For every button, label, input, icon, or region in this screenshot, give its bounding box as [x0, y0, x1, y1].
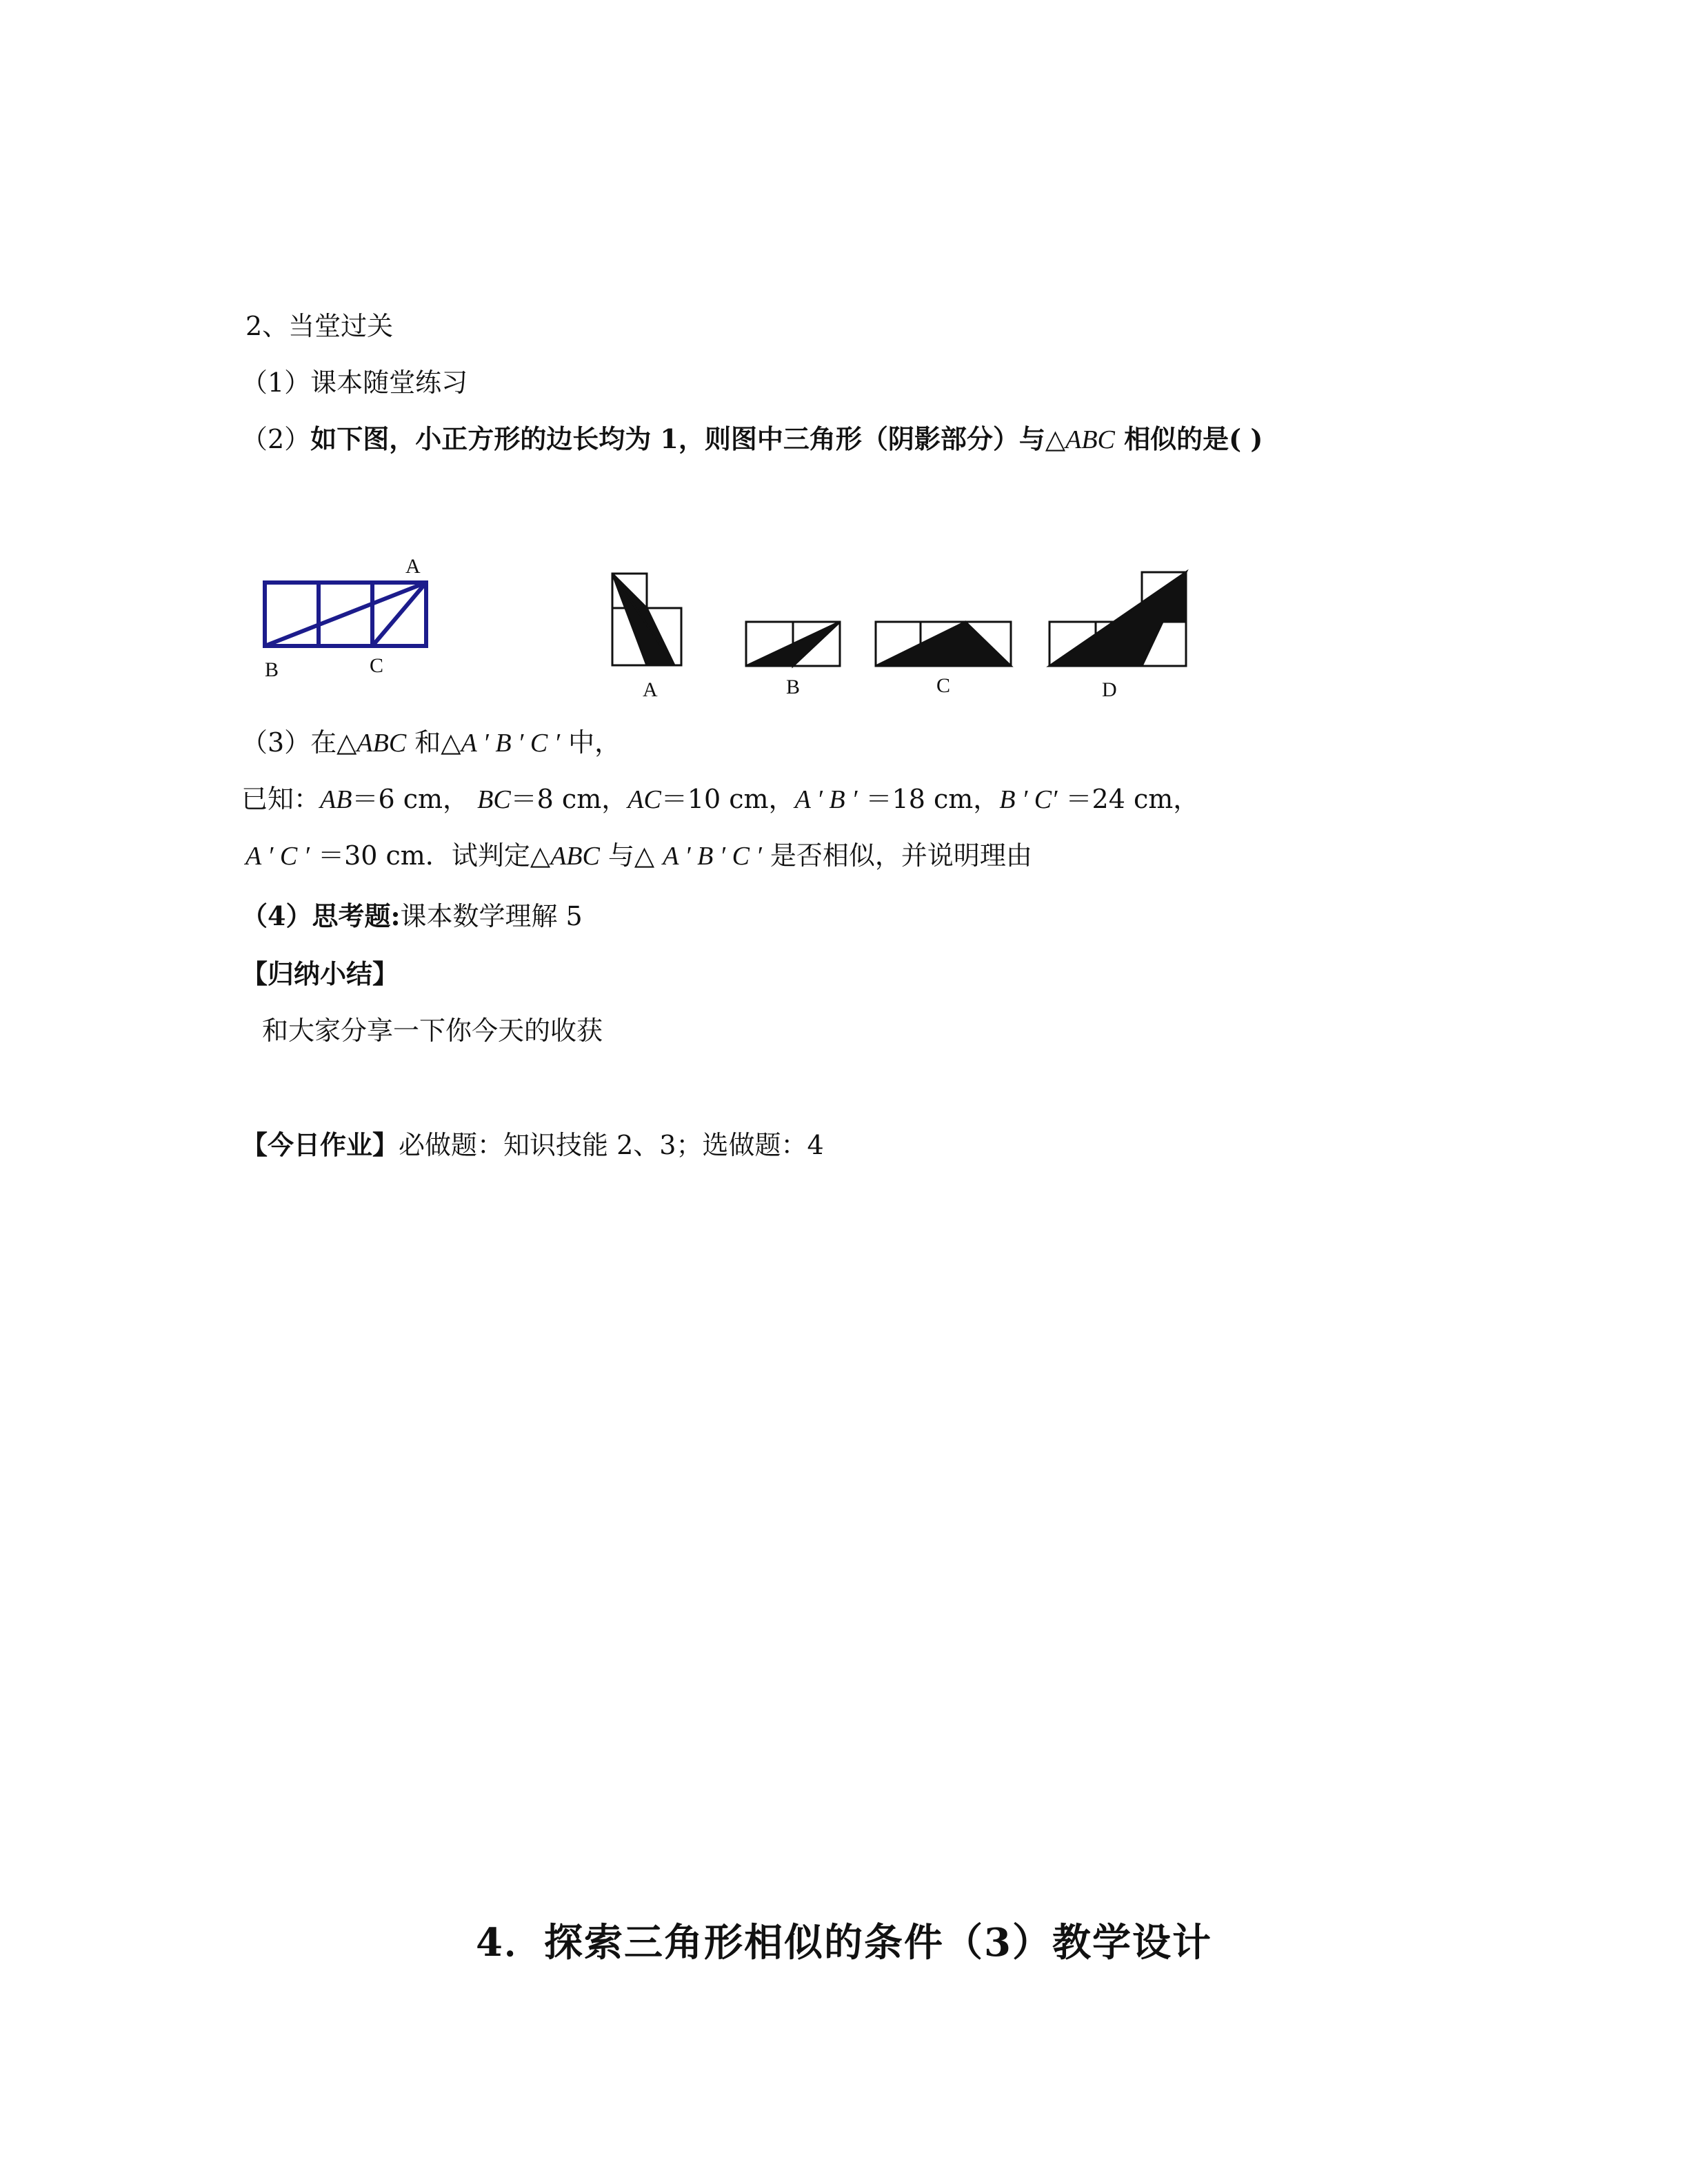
option-c-shaded-triangle: [876, 622, 1011, 666]
option-label-c: C: [936, 674, 951, 697]
item-2: [241, 422, 1263, 457]
item-3-line-3: [245, 838, 1032, 873]
item-3-l2-bpcp-val: ＝24 cm，: [1057, 784, 1200, 814]
item-2-text-b: 相似的是( ): [1114, 423, 1263, 454]
item-3-l3-suffix: 是否相似，并说明理由: [761, 840, 1032, 871]
homework-text: 必做题：知识技能 2、3；选做题：4: [399, 1130, 824, 1160]
section-heading: 2、当堂过关: [245, 311, 394, 341]
item-3-l2-ab-val: ＝6 cm，: [352, 784, 478, 814]
item-4-label: （4）思考题:: [241, 900, 401, 931]
option-label-a: A: [643, 678, 658, 701]
item-2-tri: △: [1045, 424, 1066, 454]
option-b-figure: [746, 622, 840, 666]
item-3-l2-ab: AB: [320, 785, 352, 814]
item-3-l1-mid: 和△: [406, 727, 461, 758]
item-3-l2-ac: AC: [627, 785, 661, 814]
item-3-l2-apbp-val: ＝18 cm，: [857, 784, 1000, 814]
option-label-d: D: [1102, 678, 1117, 701]
homework: [241, 1128, 824, 1162]
item-3-l2-bc-val: ＝8 cm，: [510, 784, 628, 814]
item-4-text: 课本数学理解 5: [400, 901, 583, 931]
item-1: （1）课本随堂练习: [241, 367, 468, 398]
item-3-l2-bpcp: B ′ C′: [999, 785, 1058, 814]
item-3-l1-prime: A ′ B ′ C ′: [461, 729, 561, 758]
option-a-shaded-triangle: [612, 574, 647, 665]
item-3-l3-abc: ABC: [550, 842, 600, 871]
figure-abc-label-a: A: [405, 555, 421, 578]
option-label-b: B: [786, 676, 801, 698]
item-2-prefix: （2）: [241, 424, 311, 454]
option-a-shaded-triangle-2: [647, 608, 674, 665]
item-3-l2-prefix: 已知：: [241, 784, 321, 814]
item-3-l1-abc: ABC: [356, 729, 407, 758]
item-3-l2-ac-val: ＝10 cm，: [661, 784, 795, 814]
figure-abc-label-c: C: [370, 654, 384, 677]
option-a-figure: [612, 574, 681, 665]
figure-options: [600, 558, 1207, 710]
item-2-text-a: 如下图，小正方形的边长均为 1，则图中三角形（阴影部分）与: [310, 423, 1045, 454]
figure-abc: [248, 548, 455, 686]
item-3-l3-mid: 与△: [599, 840, 663, 871]
item-2-abc: ABC: [1065, 425, 1115, 454]
item-4: [241, 899, 583, 933]
item-3-l3-apcp: A ′ C ′: [245, 842, 310, 871]
option-c-figure: [876, 622, 1011, 666]
item-3-l3-val: ＝30 cm．试判定△: [310, 840, 551, 871]
item-3-l2-apbp: A ′ B ′: [794, 785, 858, 814]
item-3-l2-bc: BC: [477, 785, 511, 814]
item-3-l1-suffix: 中，: [560, 727, 621, 758]
item-3-l3-prime: A ′ B ′ C ′: [663, 842, 762, 871]
next-section-title: 4．探索三角形相似的条件（3）教学设计: [476, 1920, 1212, 1965]
summary-heading: 【归纳小结】: [241, 958, 399, 989]
figure-abc-label-b: B: [265, 658, 279, 681]
item-3-l1-prefix: （3）在△: [241, 727, 357, 758]
option-d-figure: [1049, 572, 1186, 666]
item-3-line-2: [241, 782, 1199, 817]
option-b-shaded-triangle-2: [793, 622, 840, 666]
summary-text: 和大家分享一下你今天的收获: [262, 1015, 603, 1046]
homework-heading: 【今日作业】: [241, 1129, 399, 1160]
item-3-line-1: [241, 725, 621, 760]
option-d-shaded-triangle-2: [1142, 572, 1186, 622]
